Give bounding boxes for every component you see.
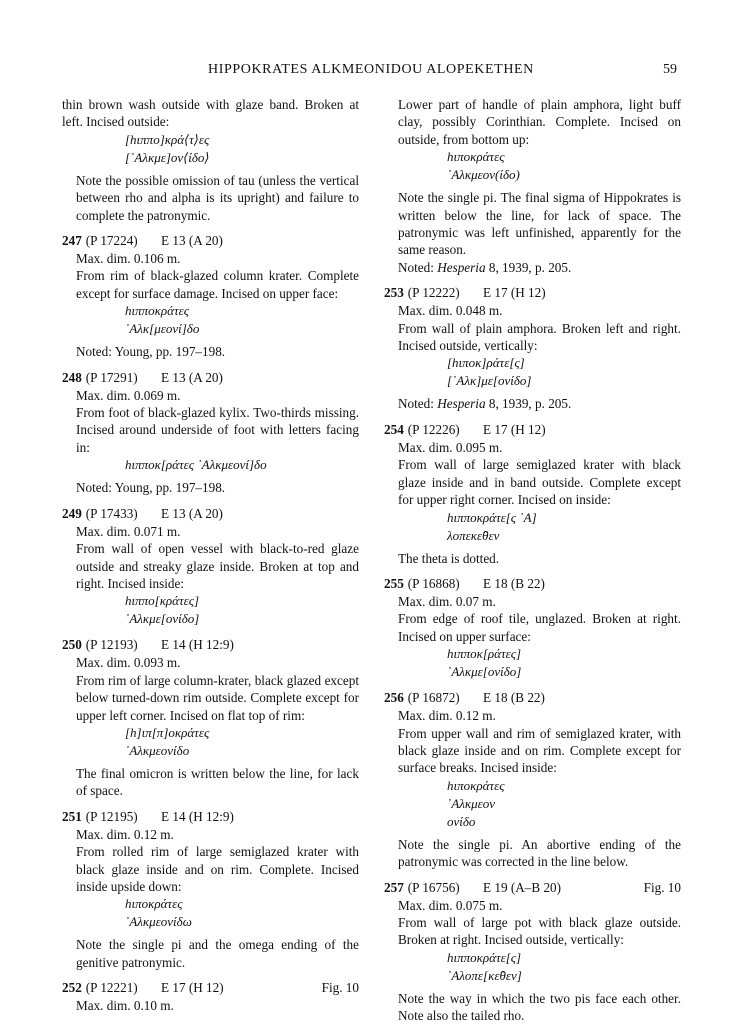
greek-inscription: [᾿Αλκ]με[ονίδο] <box>447 373 532 389</box>
left-column <box>62 96 359 1015</box>
max-dimension: Max. dim. 0.106 m. <box>76 251 181 267</box>
greek-inscription: hιπποκράτες <box>125 303 189 319</box>
inventory-number: (P 17224) <box>85 233 138 249</box>
entry-note: The theta is dotted. <box>398 550 500 566</box>
inventory-number: (P 12226) <box>407 421 460 437</box>
entry-description: From edge of roof tile, unglazed. Broken at right. Incised on upper surface: <box>398 611 681 644</box>
entry-heading-248 <box>62 369 359 387</box>
page-header <box>0 62 731 82</box>
greek-inscription: ᾿Αλκμε[ονίδο] <box>447 664 522 680</box>
greek-inscription: hιπποκ[ράτες ᾿Αλκμεονί]δο <box>125 457 267 473</box>
journal-title: Hesperia <box>437 396 486 412</box>
deposit-context: E 18 (B 22) <box>483 575 545 591</box>
greek-inscription: hιππο[κράτες] <box>125 593 200 609</box>
greek-inscription: ονίδο <box>447 813 476 829</box>
inventory-number: (P 12222) <box>407 285 460 301</box>
entry-note: Note the single pi. An abortive ending of the patronymic was corrected in the line below. <box>398 836 681 870</box>
max-dimension: Max. dim. 0.071 m. <box>76 523 181 539</box>
greek-inscription: [᾿Αλκμε]ον⟨ίδο⟩ <box>125 149 210 165</box>
greek-inscription: [hιποκ]ράτε[ς] <box>447 355 525 371</box>
greek-inscription: [h]ιπ[π]οκράτες <box>125 724 210 740</box>
entry-heading-255 <box>384 575 681 593</box>
greek-inscription: hιπποκράτε[ς ᾿Α] <box>447 509 537 525</box>
figure-reference: Fig. 10 <box>643 879 681 895</box>
deposit-context: E 18 (B 22) <box>483 690 545 706</box>
figure-reference: Fig. 10 <box>321 980 359 996</box>
max-dimension: Max. dim. 0.075 m. <box>398 897 503 913</box>
entry-description: From upper wall and rim of semiglazed krater, with black glaze inside and on rim. Complete except for surface breaks. Incised inside: <box>398 725 681 776</box>
greek-inscription: hιπποκράτε[ς] <box>447 949 522 965</box>
deposit-context: E 17 (H 12) <box>161 980 224 996</box>
catalog-number: 247 <box>62 233 82 249</box>
catalog-number: 249 <box>62 505 82 521</box>
inventory-number: (P 12221) <box>85 980 138 996</box>
greek-inscription: [hιππο]κρά⟨τ⟩ες <box>125 131 210 147</box>
entry-note: Note the possible omission of tau (unless the vertical between rho and alpha is its upright) and failure to complete the patronymic. <box>76 172 359 223</box>
entry-noted <box>384 259 681 276</box>
deposit-context: E 17 (H 12) <box>483 285 546 301</box>
catalog-number: 255 <box>384 575 404 591</box>
page-number: 59 <box>663 62 677 77</box>
inventory-number: (P 16872) <box>407 690 460 706</box>
max-dimension: Max. dim. 0.12 m. <box>76 826 174 842</box>
deposit-context: E 14 (H 12:9) <box>161 637 234 653</box>
greek-inscription: hιποκράτες <box>447 149 505 165</box>
journal-title: Hesperia <box>437 259 486 275</box>
entry-description: From wall of large pot with black glaze outside. Broken at right. Incised outside, vertically: <box>398 914 681 948</box>
deposit-context: E 19 (A–B 20) <box>483 879 562 895</box>
entry-heading-254 <box>384 421 681 439</box>
entry-description: thin brown wash outside with glaze band. Broken at left. Incised outside: <box>62 97 359 130</box>
noted-citation: 8, 1939, p. 205. <box>485 259 572 275</box>
entry-description: From wall of plain amphora. Broken left and right. Incised outside, vertically: <box>398 320 681 354</box>
running-head: HIPPOKRATES ALKMEONIDOU ALOPEKETHEN <box>208 62 534 77</box>
entry-note: The final omicron is written below the line, for lack of space. <box>76 765 359 799</box>
catalog-number: 257 <box>384 879 404 895</box>
greek-inscription: ᾿Αλκμεον(ίδο) <box>447 167 520 183</box>
max-dimension: Max. dim. 0.10 m. <box>76 998 174 1014</box>
catalog-number: 251 <box>62 808 82 824</box>
catalog-number: 256 <box>384 690 404 706</box>
greek-inscription: ᾿Αλκμεονίδω <box>125 914 192 930</box>
entry-note: Note the single pi. The final sigma of Hippokrates is written below the line, for lack of space. The patronymic was left unfinished, apparently for the same reason. <box>398 190 681 258</box>
entry-noted <box>384 395 681 412</box>
catalog-number: 248 <box>62 369 82 385</box>
entry-description: Lower part of handle of plain amphora, light buff clay, possibly Corinthian. Complete. Incised on outside, from bottom up: <box>398 97 681 147</box>
entry-heading-250 <box>62 636 359 654</box>
catalog-number: 253 <box>384 285 404 301</box>
deposit-context: E 13 (A 20) <box>161 369 223 385</box>
entry-description: From rim of black-glazed column krater. Complete except for surface damage. Incised on upper face: <box>76 268 359 301</box>
entry-description: From rim of large column-krater, black glazed except below turned-down rim outside. Complete except for upper left corner. Incised on flat top of rim: <box>76 672 359 723</box>
inventory-number: (P 12193) <box>85 637 138 653</box>
catalog-number: 250 <box>62 637 82 653</box>
noted-prefix: Noted: <box>398 259 438 275</box>
entry-heading-253 <box>384 284 681 302</box>
entry-heading-256 <box>384 689 681 707</box>
greek-inscription: hιποκράτες <box>125 896 183 912</box>
inventory-number: (P 16868) <box>407 575 460 591</box>
deposit-context: E 13 (A 20) <box>161 233 223 249</box>
max-dimension: Max. dim. 0.069 m. <box>76 387 181 403</box>
max-dimension: Max. dim. 0.093 m. <box>76 655 181 671</box>
entry-description: From wall of large semiglazed krater with black glaze inside and in band outside. Complete except for upper right corner. Incised on inside: <box>398 457 681 508</box>
entry-heading-247 <box>62 232 359 250</box>
right-column <box>384 96 681 1025</box>
noted-citation: 8, 1939, p. 205. <box>485 396 572 412</box>
entry-heading-257 <box>384 879 681 897</box>
deposit-context: E 13 (A 20) <box>161 505 223 521</box>
greek-inscription: ᾿Αλοπε[κε̂θεν] <box>447 967 522 983</box>
greek-inscription: λοπεκε̂θεν <box>447 527 500 543</box>
catalog-number: 252 <box>62 980 82 996</box>
entry-heading-251 <box>62 808 359 826</box>
deposit-context: E 17 (H 12) <box>483 421 546 437</box>
entry-note: Note the way in which the two pis face each other. Note also the tailed rho. <box>398 990 681 1024</box>
entry-description: From foot of black-glazed kylix. Two-thirds missing. Incised around underside of foot with letters facing in: <box>76 405 359 455</box>
inventory-number: (P 12195) <box>85 808 138 824</box>
max-dimension: Max. dim. 0.12 m. <box>398 708 496 724</box>
greek-inscription: ᾿Αλκμεον <box>447 795 496 811</box>
entry-noted: Noted: Young, pp. 197–198. <box>76 344 226 360</box>
deposit-context: E 14 (H 12:9) <box>161 808 234 824</box>
greek-inscription: ᾿Αλκ[μεονί]δο <box>125 321 200 337</box>
max-dimension: Max. dim. 0.095 m. <box>398 439 503 455</box>
inventory-number: (P 17291) <box>85 369 138 385</box>
greek-inscription: ᾿Αλκμεονίδο <box>125 742 190 758</box>
greek-inscription: ᾿Αλκμε[ονίδο] <box>125 611 200 627</box>
catalog-number: 254 <box>384 421 404 437</box>
entry-heading-249 <box>62 505 359 523</box>
entry-heading-252 <box>62 979 359 997</box>
inventory-number: (P 16756) <box>407 879 460 895</box>
max-dimension: Max. dim. 0.048 m. <box>398 303 503 319</box>
entry-noted: Noted: Young, pp. 197–198. <box>76 480 226 496</box>
greek-inscription: hιποκράτες <box>447 777 505 793</box>
entry-note: Note the single pi and the omega ending of the genitive patronymic. <box>76 937 359 970</box>
noted-prefix: Noted: <box>398 396 438 412</box>
max-dimension: Max. dim. 0.07 m. <box>398 593 496 609</box>
entry-description: From wall of open vessel with black-to-red glaze outside and streaky glaze inside. Broken at top and right. Incised inside: <box>76 541 359 591</box>
greek-inscription: hιπποκ[ράτες] <box>447 646 522 662</box>
entry-description: From rolled rim of large semiglazed krater with black glaze inside and on rim. Complete. Incised inside upside down: <box>76 844 359 894</box>
inventory-number: (P 17433) <box>85 505 138 521</box>
